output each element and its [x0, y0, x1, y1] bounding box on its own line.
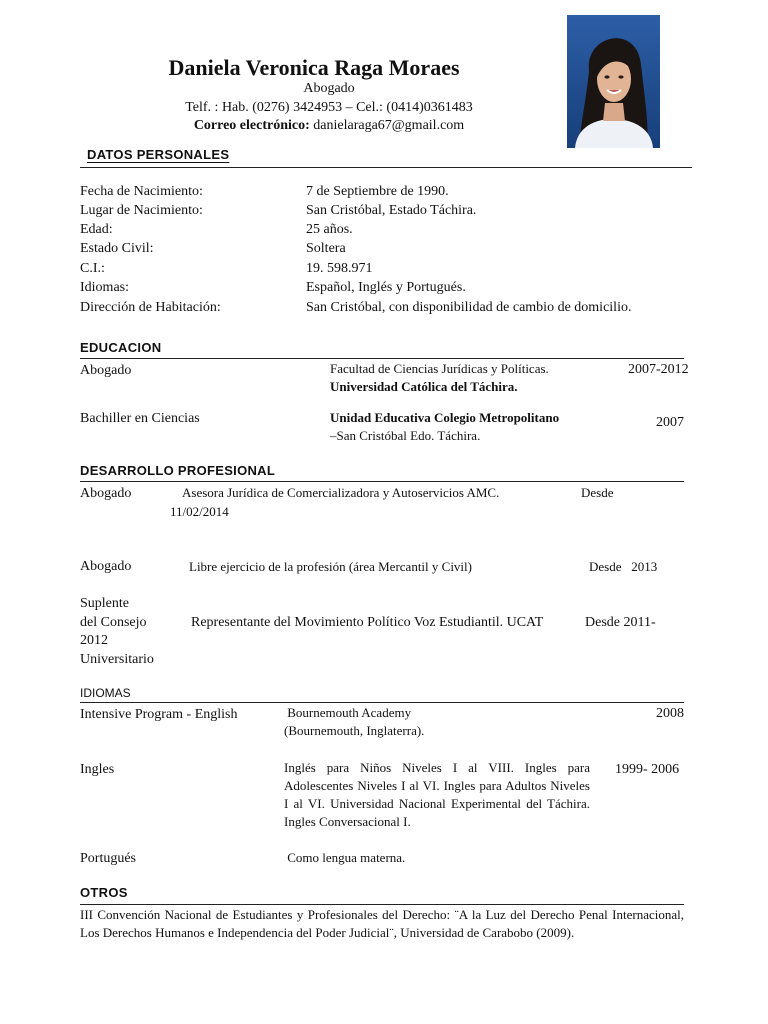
portrait-image [567, 15, 660, 148]
job-description: Asesora Jurídica de Comercializadora y Autoservicios AMC. [182, 485, 500, 500]
job-since: Desde 2013 [589, 559, 658, 574]
section-divider [80, 702, 684, 703]
language-years: 1999- 2006 [615, 762, 680, 777]
section-divider [80, 481, 684, 482]
section-title-languages: IDIOMAS [80, 686, 131, 700]
section-title-professional: DESARROLLO PROFESIONAL [80, 463, 276, 478]
value-birth-place: San Cristóbal, Estado Táchira. [306, 203, 477, 218]
email-label: Correo electrónico: [193, 118, 310, 133]
language-program: Intensive Program - English [80, 707, 238, 722]
education-university: Universidad Católica del Táchira. [330, 379, 518, 394]
email-value: danielaraga67@gmail.com [313, 118, 465, 133]
language-location: (Bournemouth, Inglaterra). [284, 723, 425, 738]
label-languages: Idiomas: [80, 280, 129, 295]
others-text: III Convención Nacional de Estudiantes y Profesionales del Derecho: ¨A la Luz del Derecho Penal Internacional, Los Derechos Humanos e Independencia del Poder Judicial¨, Universidad de Carabobo (2009). [80, 907, 684, 940]
value-languages: Español, Inglés y Portugués. [306, 280, 466, 295]
job-role: Abogado [80, 486, 132, 501]
language-description: Como lengua materna. [284, 850, 406, 865]
job-description: Representante del Movimiento Político Voz Estudiantil. UCAT [191, 615, 544, 630]
email-line [0, 116, 658, 135]
education-location: –San Cristóbal Edo. Táchira. [330, 428, 481, 443]
value-age: 25 años. [306, 222, 353, 237]
phone-numbers: Telf. : Hab. (0276) 3424953 – Cel.: (0414)0361483 [185, 100, 473, 115]
section-divider [80, 167, 692, 168]
job-role-line: Suplente [80, 596, 129, 611]
job-role-line: Universitario [80, 652, 154, 667]
language-name: Ingles [80, 762, 115, 777]
section-title-personal: DATOS PERSONALES [87, 147, 230, 162]
job-role-line: del Consejo [80, 615, 147, 630]
language-name: Portugués [80, 851, 136, 866]
section-title-education: EDUCACION [80, 340, 162, 355]
value-birth-date: 7 de Septiembre de 1990. [306, 184, 449, 199]
label-civil-status: Estado Civil: [80, 241, 154, 256]
education-faculty: Facultad de Ciencias Jurídicas y Políticas. [330, 361, 549, 376]
education-degree: Abogado [80, 363, 132, 378]
label-birth-date: Fecha de Nacimiento: [80, 184, 203, 199]
job-since: Desde 2011- [585, 615, 656, 630]
label-id: C.I.: [80, 261, 105, 276]
label-address: Dirección de Habitación: [80, 300, 221, 315]
language-institution: Bournemouth Academy [284, 705, 412, 720]
profession: Abogado [303, 81, 355, 96]
value-address: San Cristóbal, con disponibilidad de cambio de domicilio. [306, 300, 632, 315]
section-divider [80, 358, 684, 359]
education-school: Unidad Educativa Colegio Metropolitano [330, 410, 560, 425]
value-id: 19. 598.971 [306, 261, 373, 276]
label-birth-place: Lugar de Nacimiento: [80, 203, 203, 218]
job-date: 11/02/2014 [170, 504, 229, 519]
section-divider [80, 904, 684, 905]
language-description: Inglés para Niños Niveles I al VIII. Ingles para Adolescentes Niveles I al VI. Ingles para Adultos Niveles I al VI. Universidad Nacional Experimental del Táchira. Ingles Conversacional I. [284, 760, 590, 829]
job-since: Desde [581, 485, 614, 500]
education-years: 2007-2012 [628, 362, 689, 377]
job-role-line: 2012 [80, 633, 108, 648]
job-description: Libre ejercicio de la profesión (área Mercantil y Civil) [189, 559, 472, 574]
language-years: 2008 [656, 706, 684, 721]
label-age: Edad: [80, 222, 113, 237]
education-degree: Bachiller en Ciencias [80, 411, 200, 426]
value-civil-status: Soltera [306, 241, 346, 256]
education-years: 2007 [656, 415, 684, 430]
section-title-others: OTROS [80, 885, 128, 900]
job-role: Abogado [80, 559, 132, 574]
profile-photo [567, 15, 660, 148]
candidate-name: Daniela Veronica Raga Moraes [168, 55, 460, 80]
